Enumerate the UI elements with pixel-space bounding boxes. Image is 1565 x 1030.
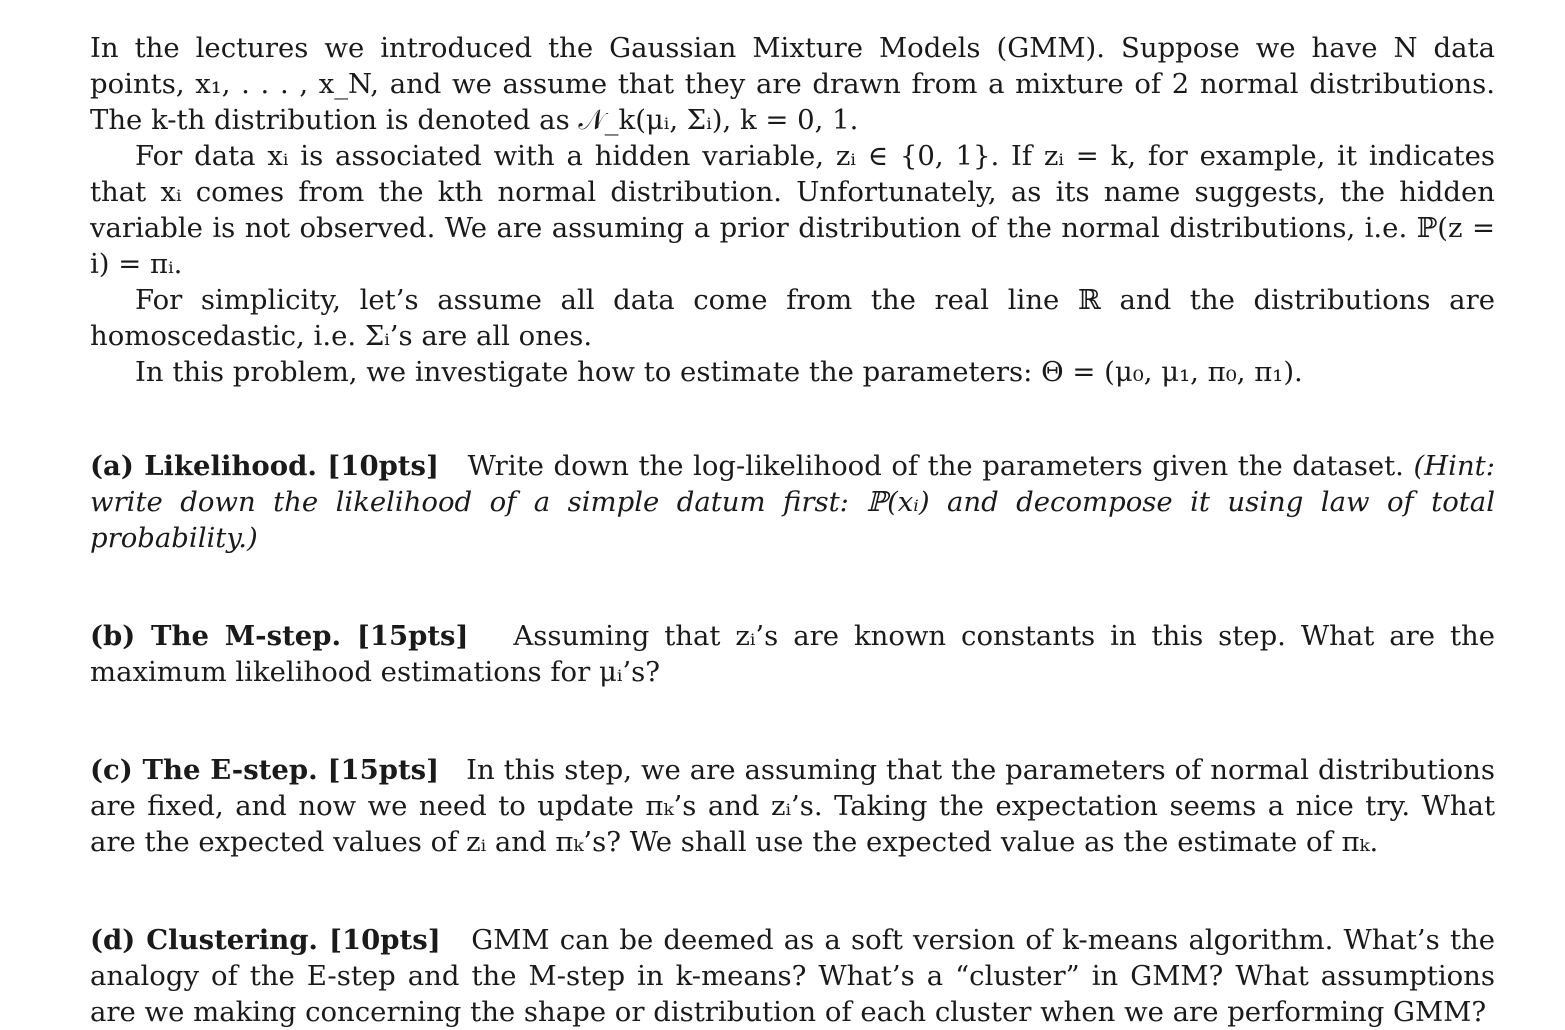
intro-paragraph-4: In this problem, we investigate how to estimate the parameters: Θ = (μ₀, μ₁, π₀, π₁).: [135, 356, 1303, 388]
part-a-hint: (Hint: write down the likelihood of a simple datum first: ℙ(xᵢ) and decompose it using law of total probability.): [90, 450, 1495, 554]
intro-paragraph-2: For data xᵢ is associated with a hidden variable, zᵢ ∈ {0, 1}. If zᵢ = k, for example, it indicates that xᵢ comes from the kth normal distribution. Unfortunately, as its name suggests, the hidden variable is not observed. We are assuming a prior distribution of the normal distributions, i.e. ℙ(z = i) = πᵢ.: [90, 140, 1495, 280]
problem-document: [90, 30, 1495, 1030]
part-b-heading: (b) The M-step. [15pts]: [90, 620, 469, 652]
part-a-text: Write down the log-likelihood of the parameters given the dataset.: [467, 450, 1404, 482]
part-c-text: In this step, we are assuming that the parameters of normal distributions are fixed, and now we need to update πₖ’s and zᵢ’s. Taking the expectation seems a nice try. What are the expected values of zᵢ and πₖ’s? We shall use the expected value as the estimate of πₖ.: [90, 754, 1495, 858]
intro-paragraph-1: In the lectures we introduced the Gaussian Mixture Models (GMM). Suppose we have N data points, x₁, . . . , x_N, and we assume that they are drawn from a mixture of 2 normal distributions. The k-th distribution is denoted as 𝒩_k(μᵢ, Σᵢ), k = 0, 1.: [90, 32, 1495, 136]
part-b-text: Assuming that zᵢ’s are known constants in this step. What are the maximum likelihood estimations for μᵢ’s?: [90, 620, 1495, 688]
part-d-text: GMM can be deemed as a soft version of k-means algorithm. What’s the analogy of the E-step and the M-step in k-means? What’s a “cluster” in GMM? What assumptions are we making concerning the shape or distribution of each cluster when we are performing GMM?: [90, 924, 1495, 1028]
part-a: [90, 448, 1495, 556]
part-d-heading: (d) Clustering. [10pts]: [90, 924, 441, 956]
part-d: [90, 922, 1495, 1030]
intro-paragraph-3: For simplicity, let’s assume all data come from the real line ℝ and the distributions are homoscedastic, i.e. Σᵢ’s are all ones.: [90, 284, 1495, 352]
part-b: [90, 618, 1495, 690]
part-c: [90, 752, 1495, 860]
part-c-heading: (c) The E-step. [15pts]: [90, 754, 440, 786]
part-a-heading: (a) Likelihood. [10pts]: [90, 450, 440, 482]
